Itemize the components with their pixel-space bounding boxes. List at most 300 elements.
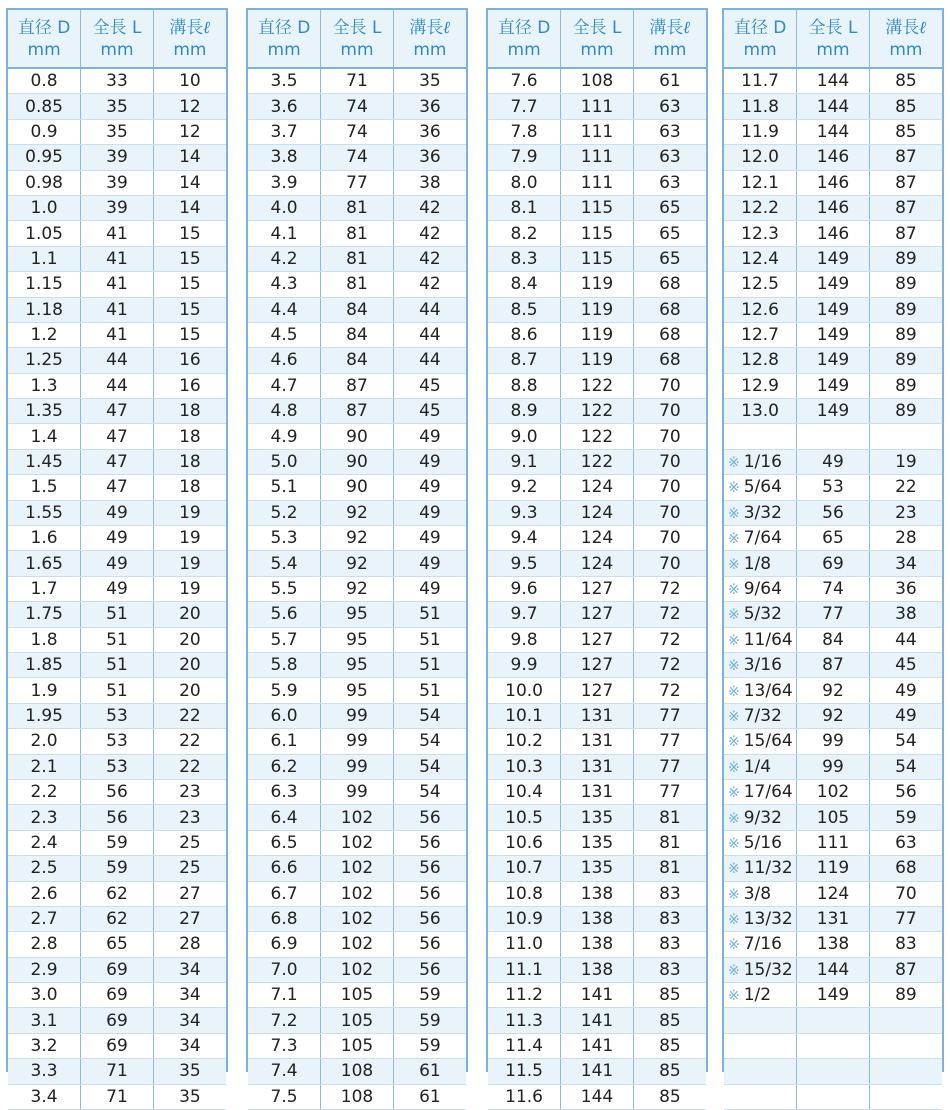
cell-diameter: 6.6 bbox=[248, 856, 321, 881]
cell-diameter: 5.3 bbox=[248, 526, 321, 551]
cell-overall-length bbox=[797, 1008, 870, 1033]
table-row bbox=[488, 424, 706, 449]
cell-diameter: 8.9 bbox=[488, 399, 561, 424]
cell-overall-length: 115 bbox=[561, 246, 634, 271]
cell-flute-length: 18 bbox=[153, 475, 226, 500]
table-row bbox=[8, 145, 226, 170]
cell-diameter: 11.8 bbox=[724, 94, 797, 119]
inch-size-note-icon: ※ bbox=[728, 505, 740, 522]
cell-overall-length: 127 bbox=[561, 602, 634, 627]
cell-overall-length: 122 bbox=[561, 449, 634, 474]
cell-diameter: 6.8 bbox=[248, 906, 321, 931]
cell-diameter: 2.9 bbox=[8, 957, 81, 982]
cell-diameter: 9.8 bbox=[488, 627, 561, 652]
cell-diameter: 8.0 bbox=[488, 170, 561, 195]
inch-size-note-icon: ※ bbox=[728, 556, 740, 573]
cell-diameter: 7.4 bbox=[248, 1059, 321, 1084]
cell-flute-length: 56 bbox=[393, 906, 466, 931]
cell-diameter: 5.2 bbox=[248, 500, 321, 525]
inch-fraction: 3/8 bbox=[743, 883, 772, 904]
unit-label: mm bbox=[100, 39, 134, 60]
unit-label: mm bbox=[653, 39, 687, 60]
table-row bbox=[488, 297, 706, 322]
cell-flute-length: 87 bbox=[869, 221, 942, 246]
cell-diameter: 9.3 bbox=[488, 500, 561, 525]
cell-overall-length: 108 bbox=[561, 68, 634, 94]
table-row bbox=[248, 576, 466, 601]
cell-overall-length: 56 bbox=[797, 500, 870, 525]
cell-diameter: 11.4 bbox=[488, 1033, 561, 1058]
cell-overall-length: 90 bbox=[321, 424, 394, 449]
cell-diameter: 0.95 bbox=[8, 145, 81, 170]
cell-diameter bbox=[724, 1084, 797, 1109]
cell-diameter: 5.6 bbox=[248, 602, 321, 627]
cell-overall-length: 102 bbox=[797, 779, 870, 804]
cell-diameter: 2.0 bbox=[8, 729, 81, 754]
table-row bbox=[724, 779, 942, 804]
cell-overall-length: 47 bbox=[81, 449, 154, 474]
table-row bbox=[248, 551, 466, 576]
inch-size-note-icon: ※ bbox=[728, 759, 740, 776]
cell-diameter: 3.3 bbox=[8, 1059, 81, 1084]
table-row bbox=[8, 729, 226, 754]
cell-overall-length: 47 bbox=[81, 424, 154, 449]
cell-diameter: 1.95 bbox=[8, 703, 81, 728]
cell-overall-length: 141 bbox=[561, 1033, 634, 1058]
cell-flute-length: 38 bbox=[869, 602, 942, 627]
table-row bbox=[248, 983, 466, 1008]
cell-flute-length: 12 bbox=[153, 119, 226, 144]
cell-overall-length: 53 bbox=[797, 475, 870, 500]
inch-size-note-icon: ※ bbox=[728, 734, 740, 751]
cell-overall-length: 35 bbox=[81, 94, 154, 119]
drill-size-table bbox=[488, 10, 706, 1110]
cell-flute-length: 42 bbox=[393, 272, 466, 297]
cell-diameter bbox=[724, 906, 797, 931]
table-row bbox=[248, 424, 466, 449]
table-row bbox=[8, 297, 226, 322]
cell-overall-length: 149 bbox=[797, 297, 870, 322]
cell-overall-length: 144 bbox=[797, 68, 870, 94]
cell-flute-length: 49 bbox=[393, 475, 466, 500]
cell-diameter: 10.8 bbox=[488, 881, 561, 906]
cell-diameter: 7.1 bbox=[248, 983, 321, 1008]
cell-flute-length bbox=[869, 1059, 942, 1084]
table-row bbox=[724, 348, 942, 373]
cell-overall-length: 74 bbox=[321, 119, 394, 144]
cell-flute-length: 36 bbox=[869, 576, 942, 601]
table-row bbox=[724, 627, 942, 652]
cell-flute-length: 35 bbox=[153, 1084, 226, 1109]
cell-diameter: 3.1 bbox=[8, 1008, 81, 1033]
cell-flute-length: 68 bbox=[633, 322, 706, 347]
cell-diameter: 12.8 bbox=[724, 348, 797, 373]
cell-flute-length: 20 bbox=[153, 678, 226, 703]
cell-overall-length: 122 bbox=[561, 424, 634, 449]
inch-fraction: 5/64 bbox=[743, 477, 782, 498]
table-row bbox=[724, 678, 942, 703]
table-row bbox=[724, 297, 942, 322]
table-row bbox=[488, 348, 706, 373]
cell-diameter bbox=[724, 475, 797, 500]
table-row bbox=[724, 246, 942, 271]
header-overall-length-label: 全長 L bbox=[332, 17, 382, 38]
table-row bbox=[488, 602, 706, 627]
cell-diameter: 9.1 bbox=[488, 449, 561, 474]
table-row bbox=[724, 322, 942, 347]
cell-overall-length: 115 bbox=[561, 195, 634, 220]
table-panel-4 bbox=[722, 8, 944, 1072]
cell-diameter bbox=[724, 678, 797, 703]
table-row bbox=[488, 652, 706, 677]
table-row bbox=[724, 449, 942, 474]
header-diameter-label: 直径 D bbox=[257, 17, 311, 38]
cell-diameter bbox=[724, 856, 797, 881]
inch-size-note-icon: ※ bbox=[728, 658, 740, 675]
cell-diameter: 8.6 bbox=[488, 322, 561, 347]
cell-diameter: 8.2 bbox=[488, 221, 561, 246]
cell-diameter: 13.0 bbox=[724, 399, 797, 424]
inch-size-note-icon: ※ bbox=[728, 531, 740, 548]
unit-label: mm bbox=[580, 39, 614, 60]
table-row bbox=[8, 754, 226, 779]
inch-size-value bbox=[728, 452, 782, 472]
cell-overall-length: 95 bbox=[321, 678, 394, 703]
table-row bbox=[8, 399, 226, 424]
inch-fraction: 1/2 bbox=[743, 985, 772, 1006]
cell-flute-length: 85 bbox=[869, 119, 942, 144]
cell-flute-length: 72 bbox=[633, 627, 706, 652]
cell-overall-length: 111 bbox=[561, 119, 634, 144]
cell-diameter: 1.3 bbox=[8, 373, 81, 398]
cell-flute-length: 63 bbox=[633, 145, 706, 170]
cell-diameter: 1.15 bbox=[8, 272, 81, 297]
table-row bbox=[488, 94, 706, 119]
table-row bbox=[8, 652, 226, 677]
cell-overall-length: 102 bbox=[321, 881, 394, 906]
table-row bbox=[248, 221, 466, 246]
cell-flute-length: 70 bbox=[869, 881, 942, 906]
header-overall-length-label: 全長 L bbox=[808, 17, 858, 38]
cell-flute-length: 49 bbox=[393, 526, 466, 551]
cell-flute-length: 49 bbox=[393, 576, 466, 601]
cell-flute-length: 51 bbox=[393, 627, 466, 652]
table-row bbox=[248, 1008, 466, 1033]
cell-flute-length: 36 bbox=[393, 145, 466, 170]
table-row bbox=[248, 500, 466, 525]
table-row bbox=[724, 754, 942, 779]
header-flute-length-label: 溝長 bbox=[169, 17, 204, 38]
cell-overall-length: 99 bbox=[321, 729, 394, 754]
cell-flute-length: 72 bbox=[633, 678, 706, 703]
cell-flute-length: 12 bbox=[153, 94, 226, 119]
cell-flute-length: 77 bbox=[869, 906, 942, 931]
cell-overall-length: 92 bbox=[321, 576, 394, 601]
cell-overall-length: 59 bbox=[81, 830, 154, 855]
table-row bbox=[248, 805, 466, 830]
table-row bbox=[8, 272, 226, 297]
cell-flute-length: 34 bbox=[153, 1008, 226, 1033]
cell-overall-length: 119 bbox=[561, 297, 634, 322]
inch-fraction: 15/32 bbox=[743, 959, 793, 980]
flute-length-symbol: ℓ bbox=[443, 17, 451, 38]
table-row bbox=[248, 678, 466, 703]
header-flute-length bbox=[633, 10, 706, 68]
cell-flute-length: 28 bbox=[869, 526, 942, 551]
cell-flute-length: 38 bbox=[393, 170, 466, 195]
inch-size-value bbox=[728, 554, 771, 574]
drill-size-table bbox=[8, 10, 226, 1110]
cell-overall-length: 144 bbox=[797, 119, 870, 144]
cell-flute-length: 61 bbox=[393, 1084, 466, 1109]
cell-diameter bbox=[724, 729, 797, 754]
inch-size-value bbox=[728, 604, 782, 624]
cell-diameter: 1.2 bbox=[8, 322, 81, 347]
header-overall-length-label: 全長 L bbox=[572, 17, 622, 38]
header-flute-length-label: 溝長 bbox=[649, 17, 684, 38]
cell-overall-length: 102 bbox=[321, 856, 394, 881]
cell-overall-length: 92 bbox=[797, 703, 870, 728]
cell-overall-length: 138 bbox=[797, 932, 870, 957]
cell-diameter bbox=[724, 1059, 797, 1084]
cell-flute-length: 36 bbox=[393, 94, 466, 119]
table-row bbox=[8, 1059, 226, 1084]
table-row bbox=[488, 119, 706, 144]
cell-diameter: 11.7 bbox=[724, 68, 797, 94]
table-row bbox=[8, 1008, 226, 1033]
table-row bbox=[488, 551, 706, 576]
cell-overall-length: 124 bbox=[561, 475, 634, 500]
cell-flute-length bbox=[869, 1008, 942, 1033]
cell-diameter: 1.35 bbox=[8, 399, 81, 424]
inch-size-value bbox=[728, 960, 793, 980]
cell-overall-length: 111 bbox=[797, 830, 870, 855]
cell-overall-length: 53 bbox=[81, 729, 154, 754]
header-overall-length bbox=[321, 10, 394, 68]
cell-diameter: 11.0 bbox=[488, 932, 561, 957]
cell-diameter: 12.5 bbox=[724, 272, 797, 297]
inch-fraction: 1/16 bbox=[743, 452, 782, 473]
table-row bbox=[724, 805, 942, 830]
inch-size-note-icon: ※ bbox=[728, 912, 740, 929]
unit-label: mm bbox=[507, 39, 541, 60]
table-row bbox=[724, 1033, 942, 1058]
cell-diameter: 1.65 bbox=[8, 551, 81, 576]
cell-flute-length: 89 bbox=[869, 373, 942, 398]
table-row bbox=[248, 881, 466, 906]
cell-diameter: 11.9 bbox=[724, 119, 797, 144]
cell-flute-length: 83 bbox=[633, 957, 706, 982]
table-row bbox=[8, 449, 226, 474]
table-row bbox=[488, 399, 706, 424]
cell-flute-length: 68 bbox=[869, 856, 942, 881]
header-diameter bbox=[488, 10, 561, 68]
cell-diameter: 11.3 bbox=[488, 1008, 561, 1033]
cell-overall-length: 51 bbox=[81, 602, 154, 627]
inch-size-value bbox=[728, 731, 793, 751]
cell-diameter: 1.05 bbox=[8, 221, 81, 246]
table-row bbox=[248, 703, 466, 728]
cell-diameter: 8.8 bbox=[488, 373, 561, 398]
cell-flute-length: 54 bbox=[393, 729, 466, 754]
cell-diameter bbox=[724, 1033, 797, 1058]
table-row bbox=[8, 424, 226, 449]
cell-flute-length: 27 bbox=[153, 906, 226, 931]
inch-fraction: 13/32 bbox=[743, 909, 793, 930]
cell-diameter bbox=[724, 424, 797, 449]
cell-flute-length: 70 bbox=[633, 399, 706, 424]
table-row bbox=[8, 475, 226, 500]
cell-overall-length: 149 bbox=[797, 348, 870, 373]
inch-size-value bbox=[728, 985, 771, 1005]
cell-flute-length: 19 bbox=[153, 576, 226, 601]
cell-diameter: 5.4 bbox=[248, 551, 321, 576]
table-row bbox=[248, 449, 466, 474]
cell-overall-length: 53 bbox=[81, 703, 154, 728]
table-row bbox=[724, 424, 942, 449]
cell-flute-length: 59 bbox=[393, 1008, 466, 1033]
unit-label: mm bbox=[340, 39, 374, 60]
table-row bbox=[488, 957, 706, 982]
cell-flute-length: 14 bbox=[153, 195, 226, 220]
cell-overall-length: 49 bbox=[81, 526, 154, 551]
cell-overall-length: 39 bbox=[81, 145, 154, 170]
cell-diameter: 2.8 bbox=[8, 932, 81, 957]
cell-overall-length: 131 bbox=[797, 906, 870, 931]
cell-overall-length: 102 bbox=[321, 805, 394, 830]
inch-size-note-icon: ※ bbox=[728, 480, 740, 497]
cell-diameter: 10.6 bbox=[488, 830, 561, 855]
cell-diameter: 10.7 bbox=[488, 856, 561, 881]
cell-diameter: 0.9 bbox=[8, 119, 81, 144]
cell-diameter: 6.2 bbox=[248, 754, 321, 779]
inch-size-value bbox=[728, 757, 771, 777]
header-flute-length bbox=[153, 10, 226, 68]
cell-flute-length bbox=[869, 1033, 942, 1058]
cell-diameter: 5.9 bbox=[248, 678, 321, 703]
cell-flute-length: 34 bbox=[869, 551, 942, 576]
table-row bbox=[724, 932, 942, 957]
cell-overall-length: 41 bbox=[81, 221, 154, 246]
cell-flute-length: 89 bbox=[869, 399, 942, 424]
cell-diameter: 6.9 bbox=[248, 932, 321, 957]
cell-flute-length: 68 bbox=[633, 297, 706, 322]
cell-flute-length: 25 bbox=[153, 830, 226, 855]
cell-overall-length: 84 bbox=[321, 348, 394, 373]
cell-diameter: 9.9 bbox=[488, 652, 561, 677]
cell-overall-length: 138 bbox=[561, 932, 634, 957]
cell-overall-length: 62 bbox=[81, 906, 154, 931]
inch-size-note-icon: ※ bbox=[728, 785, 740, 802]
inch-size-value bbox=[728, 934, 782, 954]
cell-flute-length: 44 bbox=[393, 297, 466, 322]
cell-diameter: 8.5 bbox=[488, 297, 561, 322]
cell-flute-length: 18 bbox=[153, 424, 226, 449]
table-row bbox=[488, 170, 706, 195]
cell-diameter: 9.2 bbox=[488, 475, 561, 500]
header-overall-length-label: 全長 L bbox=[92, 17, 142, 38]
cell-diameter: 3.0 bbox=[8, 983, 81, 1008]
cell-flute-length: 63 bbox=[633, 119, 706, 144]
cell-flute-length: 56 bbox=[393, 830, 466, 855]
cell-diameter: 10.0 bbox=[488, 678, 561, 703]
table-row bbox=[724, 551, 942, 576]
table-row bbox=[724, 830, 942, 855]
cell-overall-length: 124 bbox=[561, 551, 634, 576]
cell-overall-length: 119 bbox=[561, 322, 634, 347]
cell-overall-length: 102 bbox=[321, 932, 394, 957]
cell-overall-length: 144 bbox=[797, 94, 870, 119]
inch-fraction: 17/64 bbox=[743, 782, 793, 803]
cell-overall-length: 92 bbox=[321, 526, 394, 551]
cell-flute-length: 15 bbox=[153, 322, 226, 347]
cell-flute-length: 19 bbox=[153, 551, 226, 576]
cell-flute-length: 15 bbox=[153, 297, 226, 322]
table-row bbox=[724, 729, 942, 754]
cell-flute-length: 77 bbox=[633, 754, 706, 779]
table-panel-3 bbox=[486, 8, 708, 1107]
table-row bbox=[8, 119, 226, 144]
cell-flute-length: 34 bbox=[153, 983, 226, 1008]
table-row bbox=[488, 906, 706, 931]
cell-overall-length: 141 bbox=[561, 983, 634, 1008]
cell-flute-length: 14 bbox=[153, 145, 226, 170]
table-row bbox=[8, 932, 226, 957]
cell-overall-length: 119 bbox=[561, 272, 634, 297]
cell-diameter: 1.25 bbox=[8, 348, 81, 373]
cell-diameter bbox=[724, 703, 797, 728]
inch-size-note-icon: ※ bbox=[728, 582, 740, 598]
cell-diameter: 12.3 bbox=[724, 221, 797, 246]
cell-diameter: 1.55 bbox=[8, 500, 81, 525]
cell-overall-length: 99 bbox=[321, 754, 394, 779]
inch-fraction: 9/64 bbox=[743, 579, 782, 599]
cell-flute-length: 87 bbox=[869, 145, 942, 170]
cell-flute-length: 89 bbox=[869, 297, 942, 322]
cell-diameter: 5.0 bbox=[248, 449, 321, 474]
unit-label: mm bbox=[267, 39, 301, 60]
header-diameter bbox=[248, 10, 321, 68]
table-row bbox=[248, 373, 466, 398]
cell-diameter: 1.6 bbox=[8, 526, 81, 551]
cell-flute-length: 45 bbox=[869, 652, 942, 677]
table-row bbox=[724, 1008, 942, 1033]
table-row bbox=[8, 221, 226, 246]
inch-size-value bbox=[728, 909, 793, 929]
cell-diameter: 9.0 bbox=[488, 424, 561, 449]
inch-fraction: 3/16 bbox=[743, 655, 782, 676]
table-row bbox=[488, 373, 706, 398]
cell-flute-length: 44 bbox=[869, 627, 942, 652]
inch-size-value bbox=[728, 477, 782, 497]
table-row bbox=[248, 729, 466, 754]
table-row bbox=[8, 881, 226, 906]
table-row bbox=[724, 957, 942, 982]
table-panel-2 bbox=[246, 8, 468, 1107]
cell-overall-length: 41 bbox=[81, 322, 154, 347]
cell-flute-length: 63 bbox=[633, 94, 706, 119]
cell-overall-length: 119 bbox=[561, 348, 634, 373]
cell-flute-length: 36 bbox=[393, 119, 466, 144]
cell-diameter: 3.6 bbox=[248, 94, 321, 119]
table-row bbox=[8, 779, 226, 804]
cell-flute-length: 45 bbox=[393, 373, 466, 398]
cell-flute-length: 49 bbox=[393, 500, 466, 525]
cell-overall-length: 105 bbox=[321, 1033, 394, 1058]
table-row bbox=[248, 754, 466, 779]
inch-fraction: 11/64 bbox=[743, 629, 793, 650]
table-row bbox=[248, 297, 466, 322]
